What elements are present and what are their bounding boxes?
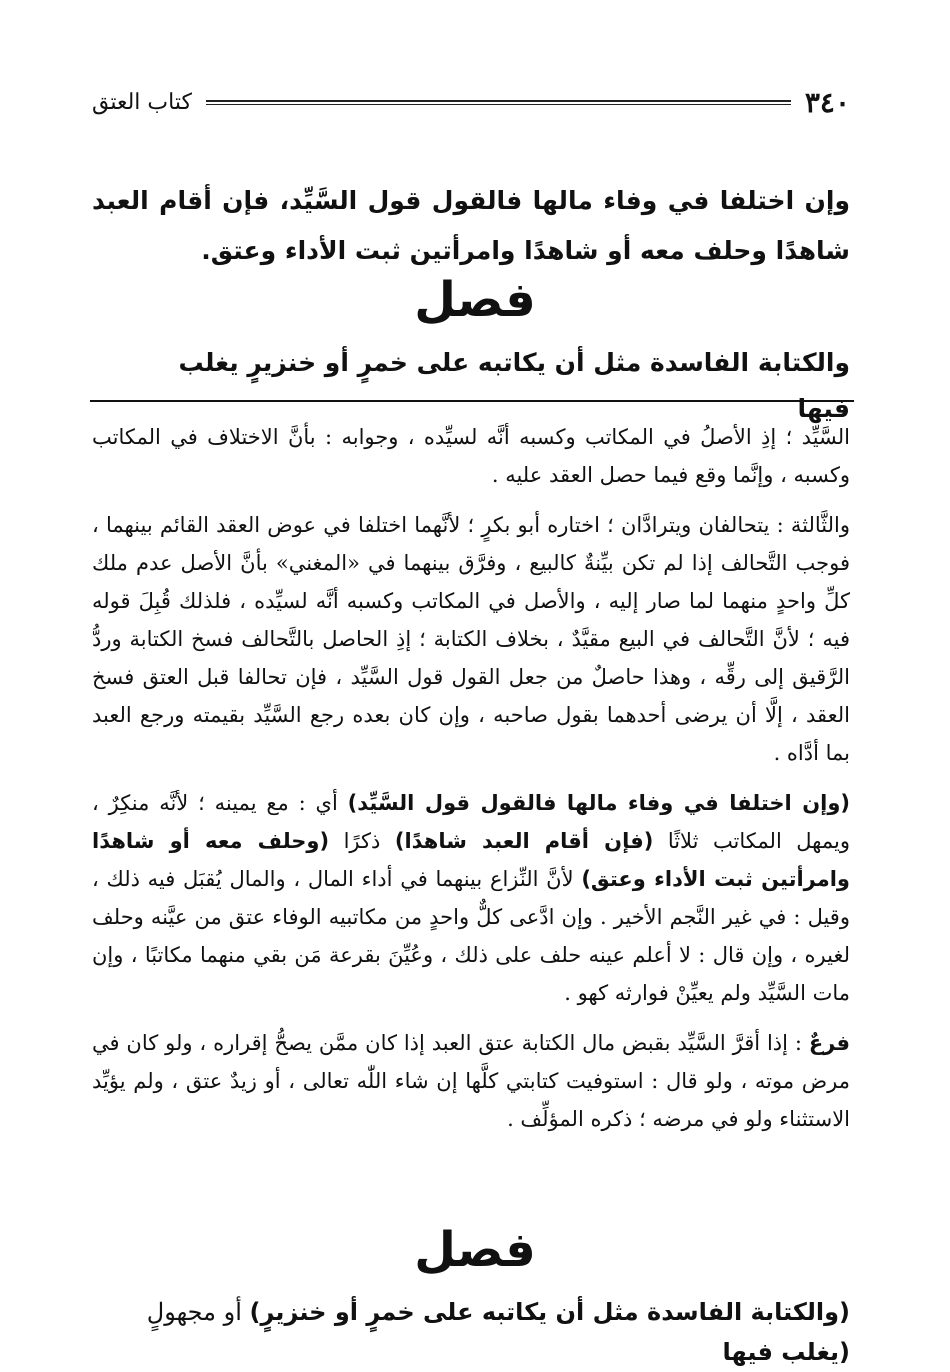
commentary-text: أو مجهولٍ	[146, 1298, 250, 1326]
commentary-paragraph: والثَّالثة : يتحالفان ويترادَّان ؛ اختاره أبو بكرٍ ؛ لأنَّهما اختلفا في عوض العقد القائم بينهما ، فوجب التَّحالف إذا لم تكن بيِّنةٌ كالبيع ، وفرَّق بينهما في «المغني» بأنَّ الأصل عدم ملك كلِّ واحدٍ منهما لما صار إليه ، والأصل في المكاتب وكسبه أنَّه لسيِّده ، فلذلك قُبِلَ قوله فيه ؛ لأنَّ التَّحالف في البيع مقيَّدٌ ، بخلاف الكتابة ؛ إذِ الحاصل بالتَّحالف فسخ الكتابة وردُّ الرَّقيق إلى رقِّه ، وهذا حاصلٌ من جعل القول قول السَّيِّد ، فإن تحالفا قبل العتق فسخ العقد ، إلَّا أن يرضى أحدهما بقول صاحبه ، وإن كان بعده رجع السَّيِّد بقيمته ورجع العبد بما أدَّاه .	[92, 513, 850, 765]
matn-commentary-divider	[90, 400, 854, 402]
quoted-matn: (يغلب فيها	[722, 1338, 850, 1366]
quoted-matn: (وإن اختلفا في وفاء مالها فالقول قول السَّيِّد)	[347, 791, 850, 815]
commentary-paragraph	[92, 784, 850, 1012]
page-number: ٣٤٠	[804, 85, 850, 119]
quoted-matn: (فإن أقام العبد شاهدًا)	[394, 829, 654, 853]
quoted-matn: (والكتابة الفاسدة مثل أن يكاتبه على خمرٍ أو خنزيرٍ)	[249, 1298, 850, 1326]
commentary-text: : إذا أقرَّ السَّيِّد بقبض مال الكتابة عتق العبد إذا كان ممَّن يصحُّ إقراره ، ولو كان في مرض موته ، ولو قال : استوفيت كتابتي كلَّها إن شاء اللّٰه تعالى ، أو زيدٌ عتق ، ولم يؤيِّد الاستثناء ولو في مرضه ؛ ذكره المؤلِّف .	[92, 1031, 850, 1131]
matn-section-text: والكتابة الفاسدة مثل أن يكاتبه على خمرٍ أو خنزيرٍ يغلب فيها	[178, 348, 850, 423]
commentary-text: لأنَّ النِّزاع بينهما في أداء المال ، والمال يُقبَل فيه ذلك ، وقيل : في غير النَّجم الأخير . وإن ادَّعى كلٌّ واحدٍ من مكاتبيه الوفاء عتق من عيَّنه وحلف لغيره ، وإن قال : لا أعلم عينه حلف على ذلك ، وعُيِّنَ بقرعة مَن بقي منهما مكاتبًا ، وإن مات السَّيِّد ولم يعيِّنْ فوارثه كهو .	[92, 867, 850, 1005]
section-heading-fasl: فصل	[414, 272, 536, 328]
commentary-last-line	[92, 1292, 850, 1372]
far-label: فرعٌ	[808, 1031, 850, 1055]
commentary-text: ذكرًا	[329, 829, 395, 853]
section-heading-fasl: فصل	[414, 1222, 536, 1278]
running-header	[92, 82, 850, 122]
commentary-paragraph: السَّيِّد ؛ إذِ الأصلُ في المكاتب وكسبه أنَّه لسيِّده ، وجوابه : بأنَّ الاختلاف في المكاتب وكسبه ، وإنَّما وقع فيما حصل العقد عليه .	[92, 425, 850, 487]
commentary-body	[92, 418, 850, 1150]
quoted-matn: (وحلف معه أو شاهدًا وامرأتين ثبت الأداء وعتق)	[92, 829, 850, 891]
book-title: كتاب العتق	[92, 89, 192, 115]
commentary-paragraph	[92, 1024, 850, 1138]
header-rule	[206, 100, 791, 105]
commentary-text: أي : مع يمينه ؛ لأنَّه منكِرٌ ، ويمهل المكاتب ثلاثًا	[92, 791, 850, 853]
matn-text: وإن اختلفا في وفاء مالها فالقول قول السَّيِّد، فإن أقام العبد شاهدًا وحلف معه أو شاهدًا وامرأتين ثبت الأداء وعتق.	[92, 186, 850, 265]
